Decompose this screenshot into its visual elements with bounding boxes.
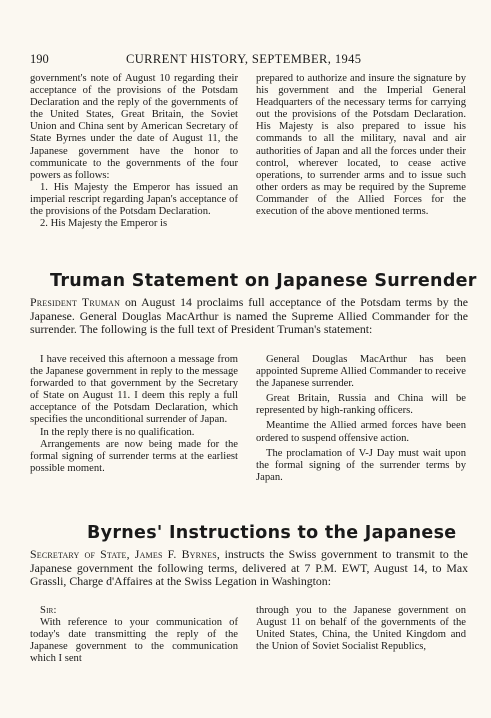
paragraph: I have received this afternoon a message from the Japanese government in reply to the message forwarded to that government by the Secretary of State on August 11. I deem this reply a full acceptance of the Potsdam Declaration, which specifies the unconditional surrender of Japan.	[30, 354, 238, 426]
byrnes-intro	[30, 548, 468, 589]
top-right-column	[256, 73, 466, 218]
page-number: 190	[30, 52, 49, 66]
paragraph: Meantime the Allied armed forces have been ordered to suspend offensive action.	[256, 420, 466, 444]
paragraph: General Douglas MacArthur has been appointed Supreme Allied Commander to receive the Japanese surrender.	[256, 354, 466, 390]
byrnes-intro-lead: Secretary of State, James F. Byrnes	[30, 547, 217, 561]
paragraph: In the reply there is no qualification.	[40, 426, 195, 438]
truman-left-column	[30, 354, 238, 475]
byrnes-left-column	[30, 605, 238, 665]
paragraph: Great Britain, Russia and China will be represented by high-ranking officers.	[256, 393, 466, 417]
paragraph: 1. His Majesty the Emperor has issued an imperial rescript regarding Japan's acceptance of the provisions of the Potsdam Declaration.	[30, 181, 238, 218]
paragraph: through you to the Japanese government on August 11 on behalf of the governments of the United States, China, the United Kingdom and the Union of Soviet Socialist Republics,	[256, 605, 466, 653]
paragraph: The proclamation of V-J Day must wait upon the formal signing of the surrender terms by Japan.	[256, 447, 466, 483]
paragraph: Arrangements are now being made for the formal signing of surrender terms at the earliest possible moment.	[30, 438, 238, 474]
byrnes-right-column	[256, 605, 466, 653]
byrnes-heading: Byrnes' Instructions to the Japanese	[87, 523, 457, 543]
running-title: CURRENT HISTORY, SEPTEMBER, 1945	[126, 52, 362, 66]
paragraph: 2. His Majesty the Emperor is	[40, 218, 168, 230]
truman-intro-lead: President Truman	[30, 295, 121, 309]
truman-heading: Truman Statement on Japanese Surrender	[50, 271, 477, 291]
truman-intro-text: on August 14 proclaims full acceptance of the Potsdam terms by the Japanese. General Douglas MacArthur is named the Supreme Allied Commander for the surrender. The following is the full text of President Truman's statement:	[30, 295, 469, 337]
top-left-column	[30, 73, 238, 230]
salutation: Sir:	[40, 605, 57, 616]
truman-right-column	[256, 354, 466, 484]
paragraph: government's note of August 10 regarding their acceptance of the provisions of the Potsdam Declaration and the reply of the governments of the United States, Great Britain, the Soviet Union and China sent by American Secretary of State Byrnes under the date of August 11, the Japanese government have the honor to communicate to the governments of the four powers as follows:	[30, 73, 238, 181]
truman-intro	[30, 296, 468, 337]
byrnes-intro-text: , instructs the Swiss government to transmit to the Japanese government the following terms, delivered at 7 P.M. EWT, August 14, to Max Grassli, Charge d'Affaires at the Swiss Legation in Washington:	[30, 547, 468, 589]
paragraph: With reference to your communication of today's date transmitting the reply of the Japanese government to the communication which I sent	[30, 617, 238, 665]
paragraph: prepared to authorize and insure the signature by his government and the Imperial General Headquarters of the necessary terms for carrying out the provisions of the Potsdam Declaration. His Majesty is also prepared to issue his commands to all the military, naval and air authorities of Japan and all the forces under their control, wherever located, to cease active operations, to surrender arms and to issue such other orders as may be required by the Supreme Commander of the Allied Forces for the execution of the above mentioned terms.	[256, 73, 466, 218]
